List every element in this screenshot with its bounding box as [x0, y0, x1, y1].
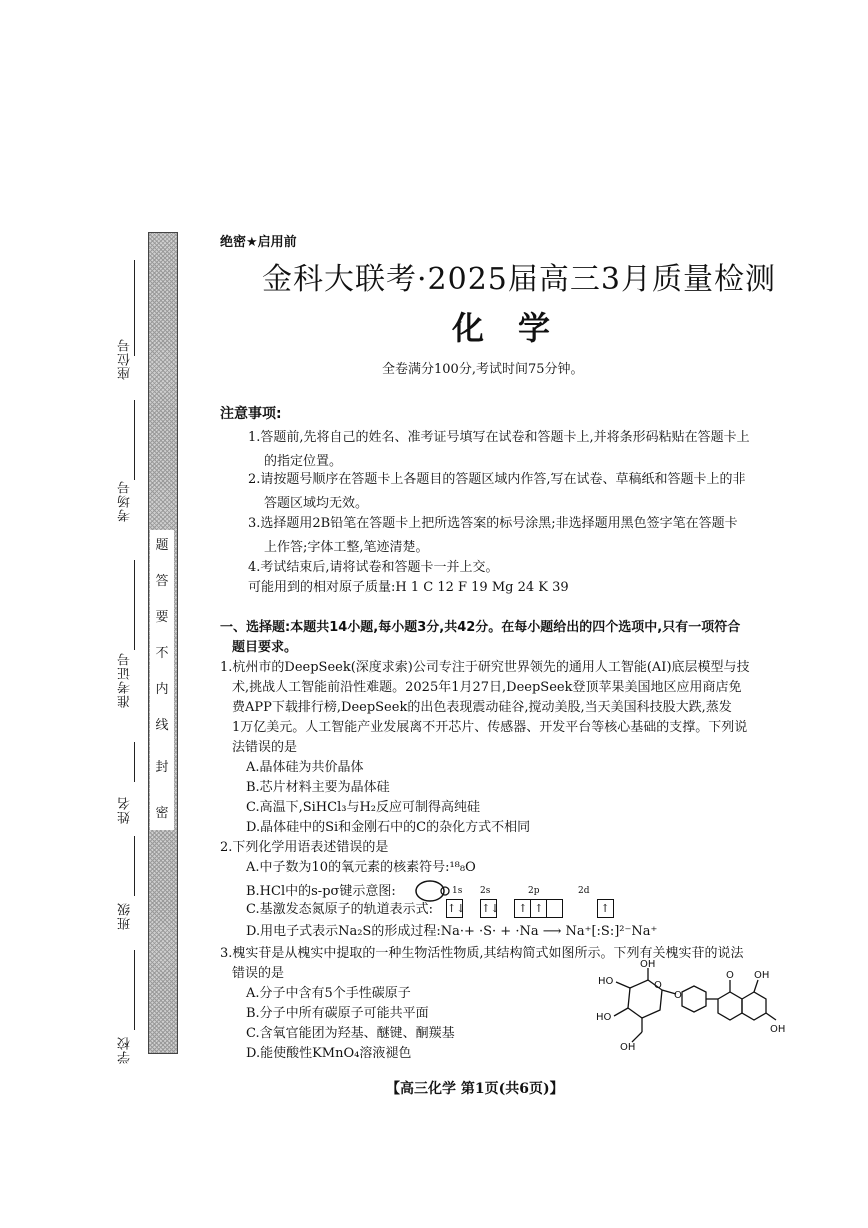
structure-label: OH: [640, 959, 656, 970]
orbital-box: ↑: [514, 899, 531, 918]
seal-char: 线: [155, 718, 169, 733]
orbital-label: 2p: [528, 886, 540, 896]
notice-heading: 注意事项:: [220, 406, 282, 422]
structure-label: O: [726, 970, 734, 981]
option-a: A.晶体硅为共价晶体: [246, 760, 364, 775]
subject-title: 化学: [452, 309, 585, 347]
seal-char: 答: [155, 574, 169, 589]
structure-label: OH: [754, 970, 770, 981]
notice-item: 4.考试结束后,请将试卷和答题卡一并上交。: [248, 560, 499, 575]
option-c: C.高温下,SiHCl₃与H₂反应可制得高纯硅: [246, 800, 481, 815]
seal-char: 题: [155, 538, 169, 553]
exam-room-label: 考场号: [118, 480, 133, 522]
orbital-label: 2s: [480, 886, 491, 896]
seat-number-label: 座位号: [118, 338, 133, 380]
fill-line: [134, 950, 135, 1030]
orbital-box: ↑↓: [480, 899, 497, 918]
option-text: D.用电子式表示Na₂S的形成过程:: [246, 924, 441, 939]
orbital-diagram: [446, 898, 613, 918]
option-b: B.芯片材料主要为晶体硅: [246, 780, 390, 795]
name-label: 姓名: [118, 796, 133, 824]
question-stem: 2.下列化学用语表述错误的是: [220, 840, 389, 855]
option-d: [246, 922, 657, 941]
notice-item: 3.选择题用2B铅笔在答题卡上把所选答案的标号涂黑;非选择题用黑色签字笔在答题卡: [248, 516, 738, 531]
notice-item: 的指定位置。: [264, 454, 343, 469]
orbital-box: ↑: [597, 899, 614, 918]
structure-label: OH: [620, 1042, 636, 1053]
orbital-box: ↑: [530, 899, 547, 918]
orbital-label: 1s: [452, 886, 463, 896]
option-a: A.分子中含有5个手性碳原子: [246, 986, 411, 1001]
notice-item: 上作答;字体工整,笔迹清楚。: [264, 540, 429, 555]
option-a: [246, 858, 476, 877]
seal-warning: [150, 530, 174, 830]
option-text: A.中子数为10的氧元素的核素符号:: [246, 860, 450, 875]
question-stem: 法错误的是: [232, 740, 298, 755]
structure-label: O: [674, 990, 682, 1001]
admission-number-label: 准考证号: [118, 652, 133, 708]
electron-formula: Na·+ ·S· + ·Na ⟶ Na⁺[:S:]²⁻Na⁺: [440, 924, 658, 939]
question-stem: 术,挑战人工智能前沿性难题。2025年1月27日,DeepSeek登顶苹果美国地区应用商店免: [232, 680, 742, 695]
fill-line: [134, 400, 135, 480]
full-marks-note: 全卷满分100分,考试时间75分钟。: [382, 362, 584, 377]
school-label: 学校: [118, 1036, 133, 1064]
confidential-mark: 绝密★启用前: [220, 235, 297, 250]
seal-char: 要: [155, 610, 169, 625]
page-footer: 【高三化学 第1页(共6页)】: [386, 1081, 564, 1097]
fill-line: [134, 742, 135, 782]
orbital-box: [546, 899, 563, 918]
option-c: C.基激发态氮原子的轨道表示式:: [246, 902, 433, 917]
section-heading: 一、选择题:本题共14小题,每小题3分,共42分。在每小题给出的四个选项中,只有一项符合: [220, 620, 741, 635]
isotope-symbol: ¹⁸₈O: [449, 860, 476, 875]
option-b: B.分子中所有碳原子可能共平面: [246, 1006, 429, 1021]
question-stem: 1.杭州市的DeepSeek(深度求索)公司专注于研究世界领先的通用人工智能(AI)底层模型与技: [220, 660, 750, 675]
seal-char: 密: [155, 806, 169, 821]
fill-line: [134, 836, 135, 896]
orbital-box: ↑↓: [446, 899, 463, 918]
option-d: D.能使酸性KMnO₄溶液褪色: [246, 1046, 412, 1061]
notice-item: 1.答题前,先将自己的姓名、准考证号填写在试卷和答题卡上,并将条形码粘贴在答题卡上: [248, 430, 750, 445]
fill-line: [134, 560, 135, 650]
structure-label: OH: [770, 1024, 786, 1035]
question-stem: 错误的是: [232, 966, 285, 981]
section-heading: 题目要求。: [232, 640, 298, 655]
question-stem: 3.槐实苷是从槐实中提取的一种生物活性物质,其结构简式如图所示。下列有关槐实苷的说法: [220, 946, 744, 961]
structure-label: HO: [598, 976, 614, 987]
exam-title: 金科大联考·2025届高三3月质量检测: [262, 262, 776, 297]
question-stem: 1万亿美元。人工智能产业发展离不开芯片、传感器、开发平台等核心基础的支撑。下列说: [232, 720, 748, 735]
question-stem: 费APP下载排行榜,DeepSeek的出色表现震动硅谷,搅动美股,当天美国科技股大跌,蒸发: [232, 700, 732, 715]
structure-label: HO: [596, 1012, 612, 1023]
option-b: B.HCl中的s-pσ键示意图:: [246, 884, 396, 899]
atomic-masses: 可能用到的相对原子质量:H 1 C 12 F 19 Mg 24 K 39: [248, 580, 569, 595]
orbital-label: 2d: [578, 886, 590, 896]
option-d: D.晶体硅中的Si和金刚石中的C的杂化方式不相同: [246, 820, 531, 835]
seal-char: 不: [155, 646, 169, 661]
structure-label: O: [654, 980, 662, 991]
notice-item: 2.请按题号顺序在答题卡上各题目的答题区域内作答,写在试卷、草稿纸和答题卡上的非: [248, 472, 746, 487]
option-c: C.含氧官能团为羟基、醚键、酮羰基: [246, 1026, 455, 1041]
seal-char: 内: [155, 682, 169, 697]
seal-char: 封: [155, 760, 169, 775]
notice-item: 答题区域均无效。: [264, 496, 369, 511]
class-label: 班级: [118, 902, 133, 930]
sophoricoside-structure: [590, 958, 790, 1054]
